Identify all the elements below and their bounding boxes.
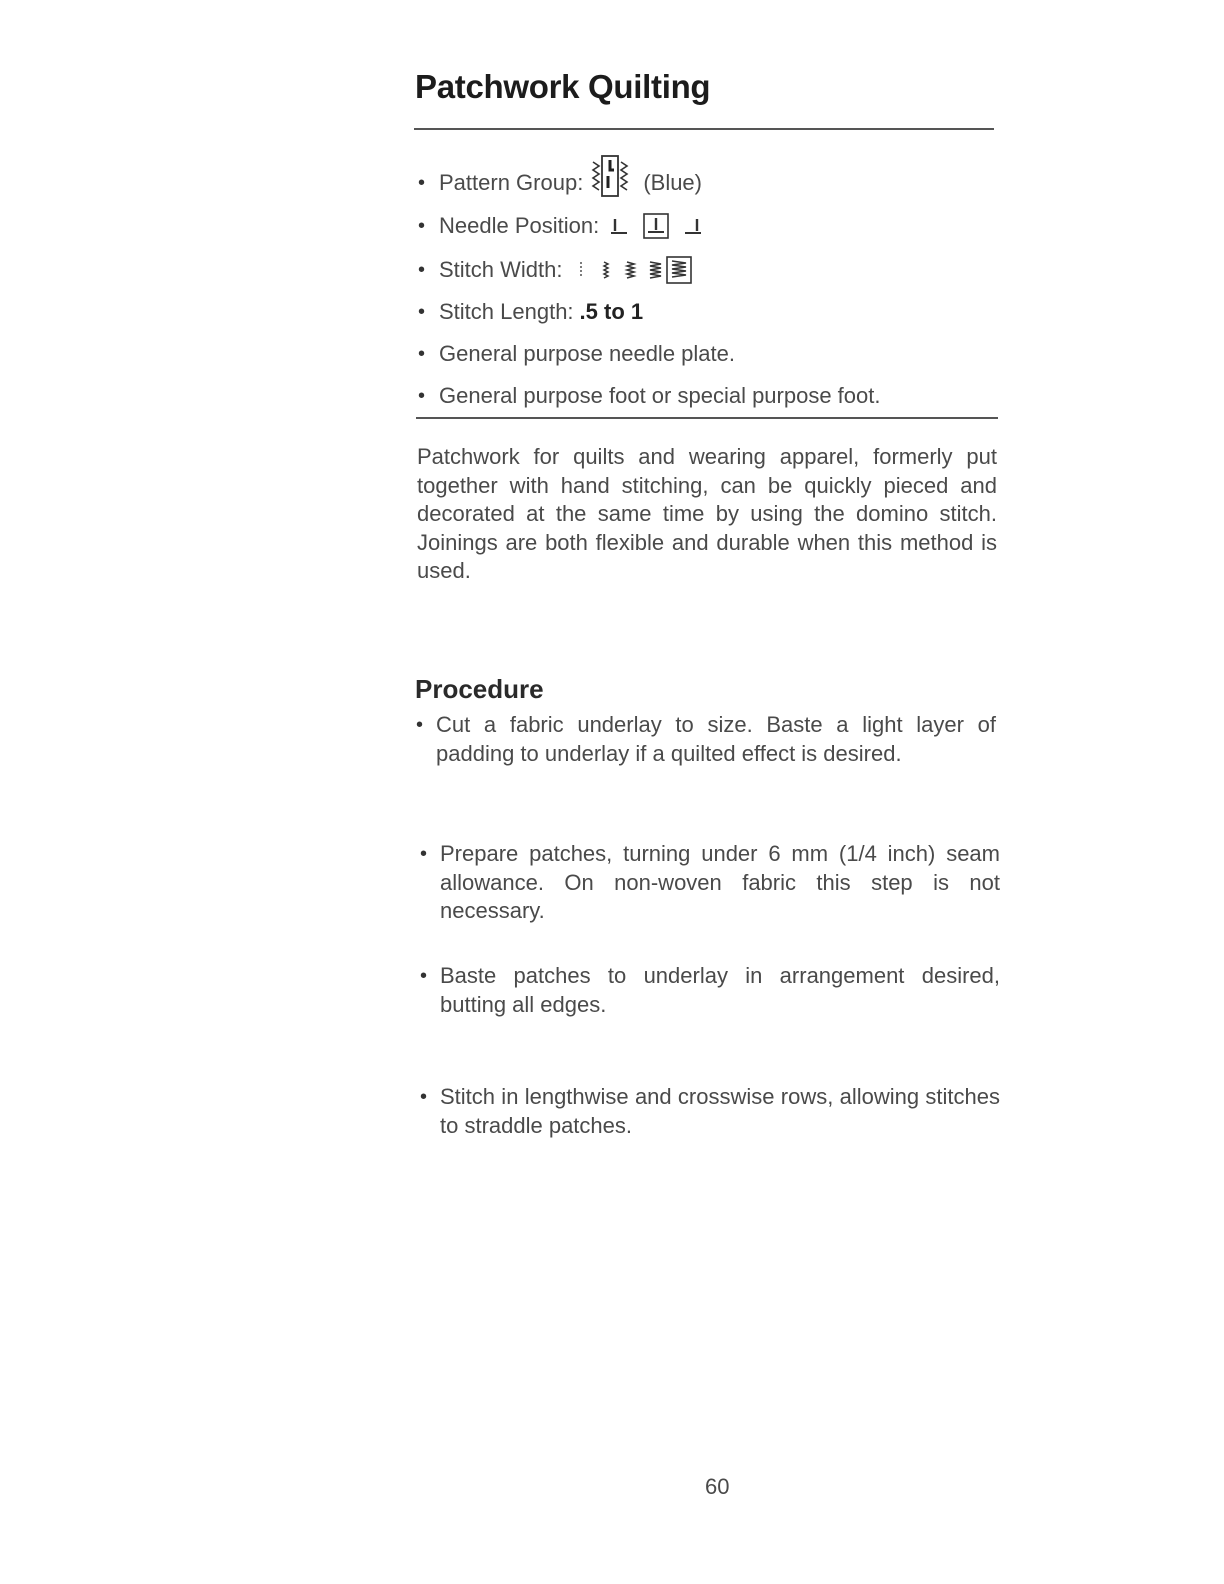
stitch-width-5-selected-icon [666, 256, 692, 284]
procedure-heading: Procedure [415, 674, 544, 704]
bullet: • [416, 714, 424, 736]
procedure-step [416, 711, 996, 768]
bullet: • [420, 1086, 428, 1108]
stitch-width-1-icon [576, 259, 586, 281]
procedure-step-text: Baste patches to underlay in arrangement desired, butting all edges. [440, 963, 1000, 1017]
stitch-width-2-icon [600, 259, 612, 281]
stitch-length-value: .5 to 1 [579, 299, 644, 324]
stitch-width-item [418, 256, 692, 284]
procedure-step-text: Stitch in lengthwise and crosswise rows, allowing stitches to straddle patches. [440, 1084, 1000, 1138]
settings-divider [416, 417, 998, 419]
needle-right-icon [683, 215, 703, 237]
pattern-group-label: Pattern Group: [439, 170, 584, 195]
bullet: • [418, 171, 426, 194]
presser-foot-text: General purpose foot or special purpose foot. [439, 383, 881, 408]
page-title: Patchwork Quilting [415, 68, 711, 105]
needle-left-icon [609, 215, 629, 237]
needle-position-item [418, 213, 703, 239]
presser-foot-item [418, 383, 881, 409]
stitch-width-label: Stitch Width: [439, 257, 563, 282]
stitch-width-4-icon [648, 259, 664, 281]
title-divider [414, 128, 994, 130]
procedure-step [420, 1083, 1000, 1140]
procedure-step [420, 840, 1000, 926]
bullet: • [420, 843, 428, 865]
bullet: • [418, 384, 426, 407]
stitch-length-item [418, 299, 643, 325]
intro-paragraph: Patchwork for quilts and wearing apparel, formerly put together with hand stitching, can be quickly pieced and decorated at the same time by using the domino stitch. Joinings are both flexible and durable when this method is used. [417, 444, 997, 583]
bullet: • [420, 965, 428, 987]
bullet: • [418, 258, 426, 281]
domino-stitch-pattern-icon [587, 152, 635, 200]
stitch-width-3-icon [624, 259, 638, 281]
bullet: • [418, 300, 426, 323]
procedure-step [420, 962, 1000, 1019]
needle-plate-text: General purpose needle plate. [439, 341, 735, 366]
pattern-group-color: (Blue) [643, 170, 702, 195]
needle-plate-item [418, 341, 735, 367]
pattern-group-item [418, 166, 702, 200]
stitch-length-label: Stitch Length: [439, 299, 574, 324]
procedure-step-text: Cut a fabric underlay to size. Baste a light layer of padding to underlay if a quilted effect is desired. [436, 712, 996, 766]
page-number: 60 [705, 1474, 730, 1499]
bullet: • [418, 214, 426, 237]
needle-position-label: Needle Position: [439, 213, 600, 238]
needle-center-selected-icon [643, 213, 669, 239]
bullet: • [418, 342, 426, 365]
procedure-step-text: Prepare patches, turning under 6 mm (1/4 inch) seam allowance. On non-woven fabric this step is not necessary. [440, 841, 1000, 923]
